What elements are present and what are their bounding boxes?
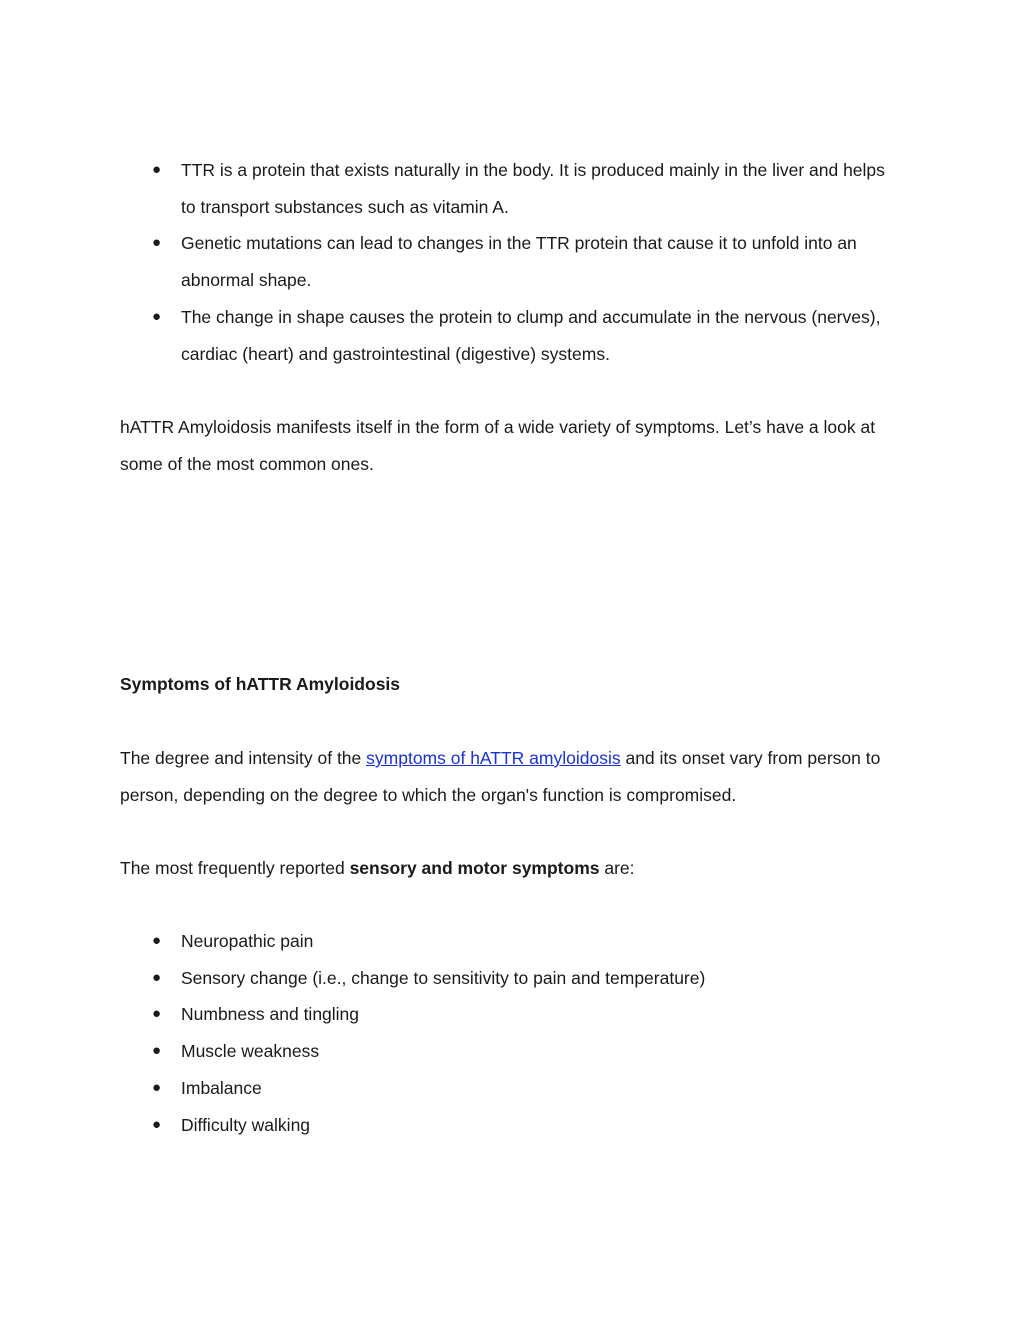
bullet-icon: ● <box>152 161 162 178</box>
list-item-text: Sensory change (i.e., change to sensitivity to pain and temperature) <box>181 967 706 988</box>
list-item <box>152 1033 912 1070</box>
symptom-bullet-list <box>152 923 912 1143</box>
bullet-icon: ● <box>152 1115 162 1133</box>
bullet-icon: ● <box>152 1078 162 1096</box>
list-item-text: Neuropathic pain <box>181 931 314 951</box>
list-item-text: TTR is a protein that exists naturally in the body. It is produced mainly in the liver and helps to transport substances such as vitamin A. <box>181 160 885 217</box>
intro-paragraph: hATTR Amyloidosis manifests itself in the form of a wide variety of symptoms. Let’s have a look at some of the most common ones. <box>120 417 876 474</box>
bullet-icon: ● <box>152 932 162 949</box>
symptoms-link[interactable]: symptoms of hATTR amyloidosis <box>366 748 621 768</box>
bullet-icon: ● <box>152 1042 162 1060</box>
degree-text-before: The degree and intensity of the <box>120 748 367 768</box>
frequent-symptoms-paragraph <box>120 850 920 887</box>
list-item-text: Muscle weakness <box>181 1041 320 1062</box>
list-item-text: Genetic mutations can lead to changes in the TTR protein that cause it to unfold into an abnormal shape. <box>181 233 857 291</box>
frequent-text-after: are: <box>599 858 635 878</box>
list-item <box>152 960 912 997</box>
bullet-icon: ● <box>152 1005 162 1023</box>
section-heading: Symptoms of hATTR Amyloidosis <box>120 674 401 694</box>
list-item-text: The change in shape causes the protein to clump and accumulate in the nervous (nerves), cardiac (heart) and gastrointestinal (digestive) systems. <box>181 306 881 364</box>
degree-paragraph <box>120 740 920 813</box>
intro-bullet-list <box>152 152 904 372</box>
list-item-text: Difficulty walking <box>181 1114 311 1135</box>
list-item <box>152 1107 912 1144</box>
bullet-icon: ● <box>152 968 162 986</box>
list-item-text: Imbalance <box>181 1077 262 1098</box>
list-item <box>152 923 912 960</box>
frequent-text-bold: sensory and motor symptoms <box>349 858 600 878</box>
bullet-icon: ● <box>152 234 162 252</box>
degree-text-after: and its onset vary from person to person, depending on the degree to which the organ's function is compromised. <box>120 748 881 805</box>
list-item-text: Numbness and tingling <box>181 1004 360 1025</box>
bullet-icon: ● <box>152 307 162 325</box>
list-item <box>152 1070 912 1107</box>
list-item <box>152 996 912 1033</box>
list-item <box>152 299 904 372</box>
frequent-text-before: The most frequently reported <box>120 858 350 878</box>
list-item <box>152 152 904 225</box>
list-item <box>152 225 904 298</box>
